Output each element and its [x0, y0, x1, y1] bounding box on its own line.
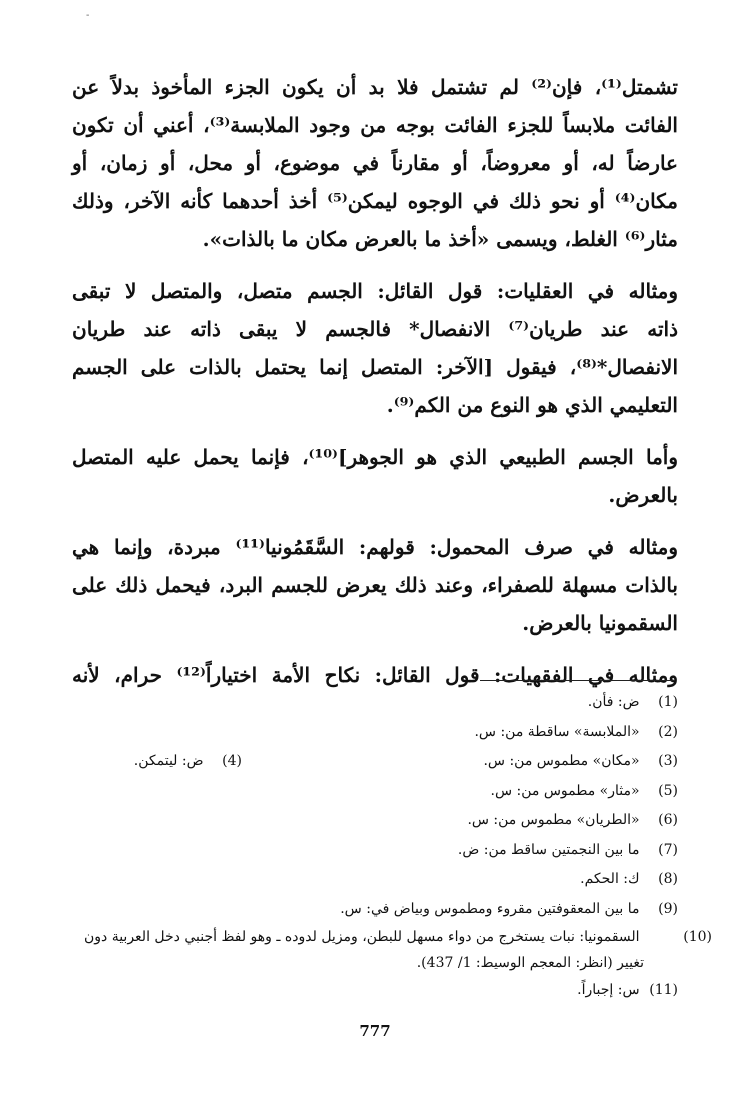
footnote-row — [72, 747, 678, 777]
paragraph-4 — [72, 528, 678, 642]
footnote-item — [72, 777, 678, 807]
footnote-item — [72, 747, 242, 777]
footnote-number: (8) — [658, 871, 678, 887]
footnote-item — [72, 865, 678, 895]
paragraph-2 — [72, 272, 678, 424]
footnote-number: (1) — [658, 694, 678, 710]
text-line: السقمونيا بالعرض. — [522, 611, 678, 635]
footnote-text: «الملابسة» ساقطة من: س. — [474, 723, 640, 740]
footnote-number: (6) — [658, 812, 678, 828]
footnotes — [72, 688, 712, 1006]
footnote-text: «مكان» مطموس من: س. — [483, 753, 640, 769]
paragraph-1 — [72, 68, 678, 258]
footnote-text: ك: الحكم. — [580, 871, 640, 887]
text-line: مثار⁽⁶⁾ الغلط، ويسمى «أخذ ما بالعرض مكان ما بالذات». — [202, 227, 678, 251]
text-line: الانفصال*⁽⁸⁾، فيقول [الآخر: المتصل إنما يحتمل بالذات على الجسم — [72, 355, 678, 379]
footnote-item — [483, 747, 678, 777]
footnote-text: ما بين المعقوفتين مقروء ومطموس وبياض في: س. — [340, 900, 640, 917]
footnote-text: السقمونيا: نبات يستخرج من دواء مسهل للبطن، ومزيل لدوده ـ وهو لفظ أجنبي دخل العربية دون تغيير (انظر: المعجم الوسيط: 1/ 437). — [83, 929, 644, 971]
footnote-item — [72, 976, 678, 1006]
footnote-number: (3) — [658, 753, 678, 769]
text-line: التعليمي الذي هو النوع من الكم⁽⁹⁾. — [386, 393, 678, 417]
footnote-number: (7) — [658, 841, 678, 858]
footnote-number: (2) — [658, 723, 678, 740]
footnote-text: «الطريان» مطموس من: س. — [467, 812, 640, 828]
page-number: 777 — [359, 1022, 391, 1040]
footnote-item — [72, 806, 678, 836]
main-text — [72, 68, 678, 708]
footnote-number: (11) — [649, 982, 678, 998]
footnote-text: ما بين النجمتين ساقط من: ض. — [457, 841, 640, 858]
footnote-text: س: إجباراً. — [577, 982, 640, 998]
footnote-number: (4) — [222, 753, 242, 769]
footnote-text: ض: ليتمكن. — [133, 753, 204, 769]
footnote-item — [72, 924, 712, 976]
footnote-text: ض: فأن. — [587, 694, 640, 710]
footnote-number: (9) — [658, 900, 678, 917]
footnote-divider — [480, 680, 675, 681]
text-line: ومثاله في صرف المحمول: قولهم: السَّقَمُونيا⁽¹¹⁾ مبردة، وإنما هي — [72, 535, 678, 559]
footnote-item — [72, 895, 678, 925]
text-line: مكان⁽⁴⁾ أو نحو ذلك في الوجوه ليمكن⁽⁵⁾ أخذ أحدهما كأنه الآخر، وذلك — [72, 189, 678, 213]
footnote-item — [72, 688, 678, 718]
footnote-text: «مثار» مطموس من: س. — [490, 782, 640, 799]
footnote-item — [72, 718, 678, 748]
text-line: ومثاله في العقليات: قول القائل: الجسم متصل، والمتصل لا تبقى — [72, 279, 678, 303]
text-line: عارضاً له، أو معروضاً، أو مقارناً في موضوع، أو محل، أو زمان، أو — [72, 151, 678, 175]
text-line: وأما الجسم الطبيعي الذي هو الجوهر]⁽¹⁰⁾، فإنما يحمل عليه المتصل — [72, 445, 678, 469]
text-line: تشمتل⁽¹⁾، فإن⁽²⁾ لم تشتمل فلا بد أن يكون الجزء المأخوذ بدلاً عن — [72, 75, 678, 99]
text-line: ذاته عند طريان⁽⁷⁾ الانفصال* فالجسم لا يبقى ذاته عند طريان — [72, 317, 679, 341]
text-line: الفائت ملابساً للجزء الفائت بوجه من وجود الملابسة⁽³⁾، أعني أن تكون — [72, 113, 678, 137]
paragraph-3 — [72, 438, 678, 514]
footnote-number: (5) — [658, 782, 678, 799]
footnote-item — [72, 836, 678, 866]
text-line: بالعرض. — [608, 483, 678, 507]
footnote-number: (10) — [683, 929, 712, 945]
text-line: ومثاله في الفقهيات: قول القائل: نكاح الأمة اختياراً⁽¹²⁾ حرام، لأنه — [72, 663, 678, 687]
corner-mark: - — [86, 10, 90, 21]
text-line: بالذات مسهلة للصفراء، وعند ذلك يعرض للجسم البرد، فيحمل ذلك على — [72, 573, 678, 597]
